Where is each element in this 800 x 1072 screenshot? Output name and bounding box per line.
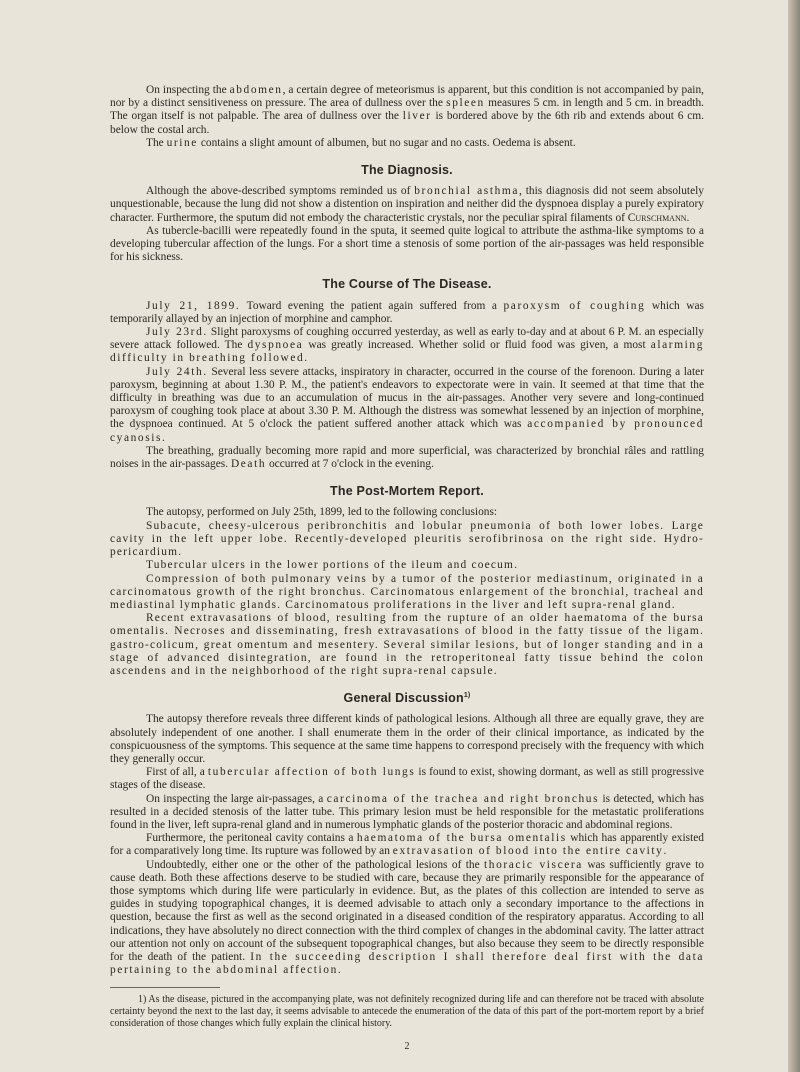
finding-ulcers: Tubercular ulcers in the lower portions of the ileum and coecum. [146,559,519,572]
text: which was temporarily allayed by an injection of morphine and camphor. [110,299,704,325]
text: Slight paroxysms of coughing occurred yesterday, as well as early to-day and at about 6 P. M. an especially severe attack followed. The [110,326,704,352]
heading-general-discussion [110,692,704,705]
text: On inspecting the [146,84,230,96]
spaced-term: bronchial asthma [414,185,520,198]
text: . [663,845,667,858]
heading-course-of-disease: The Course of The Disease. [322,277,492,292]
paragraph-urine [110,137,704,150]
text: First of all, a [146,766,208,779]
footnote-divider [110,987,220,988]
paragraph-course-july-21 [110,300,704,326]
text: , this diagnosis did not seem absolutely unquestionable, because the lung did not show a distention on inspiration and neither did the dyspnoea display a purely expiratory character. Furthermore, the sputum did not embody the characteristic crystals, nor the peculiar spiral filaments of [110,185,704,224]
text: measures 5 cm. in length and 5 cm. in breadth. The organ itself is not palpable. The area of dullness over the [110,97,704,123]
spaced-term: spleen [446,97,485,110]
finding-extravasations: Recent extravasations of blood, resulting from the rupture of an older haematoma of the bursa omentalis. Necroses and disseminating, fresh extravasations of blood in the fatty tissue of the ligam. gastro-colicum, great omentum and mesentery. Several similar lesions, but of longer standing and in a stage of advanced disintegration, are found in the retroperitoneal fatty tissue behind the colon ascendens and in the neighborhood of the right supra-renal capsule. [110,612,704,677]
text: Although the above-described symptoms reminded us of [146,185,415,198]
spaced-term: extravasation of blood into the entire cavity [392,845,664,858]
spaced-term: abdomen [229,84,283,96]
paragraph-autopsy-intro: The autopsy, performed on July 25th, 1899, led to the following conclusions: [146,506,498,519]
text: is detected, which has resulted in a decided stenosis of the latter tube. This primary lesion must be held responsible for the metastatic proliferations found in the liver, left supra-renal gland and in numerous lymphatic glands of the posterior thoracic and abdominal regions. [110,792,704,831]
paragraph-diagnosis-1 [110,185,704,225]
heading-diagnosis: The Diagnosis. [361,163,453,178]
text: The breathing, gradually becoming more rapid and more superficial, was characterized by bronchial râles and rattling noises in the air-passages. [110,444,704,471]
text: The [146,136,167,149]
spaced-term: haematoma of the bursa omentalis [356,832,567,845]
date: July 24th. [146,365,208,378]
author-name: Curschmann [627,211,687,224]
text: Undoubtedly, either one or the other of the pathological lesions of the [146,858,485,871]
paragraph-course-july-23 [110,326,704,366]
text: is found to exist, showing dormant, as well as still progressive stages of the disease. [110,766,704,792]
finding-lungs: Subacute, cheesy-ulcerous peribronchitis and lobular pneumonia of both lower lobes. Large cavity in the left upper lobe. Recently-developed pleuritis serofibrinosa on the right side. Hydro-pericardium. [110,519,704,559]
paragraph-abdomen [110,84,704,137]
spaced-term: urine [166,136,198,149]
heading-post-mortem: The Post-Mortem Report. [330,484,484,499]
paragraph-diagnosis-2: As tubercle-bacilli were repeatedly found in the sputa, it seemed quite logical to attribute the asthma-like symptoms to a developing tubercular affection of the lungs. For a short time a stenosis of some portion of the air-passages was held responsible for his sickness. [110,224,704,264]
paragraph-general-1: The autopsy therefore reveals three different kinds of pathological lesions. Although all three are equally grave, they are absolutely independent of one another. I shall enumerate them in the order of their clinical importance, as indicated by the conspicuousness of the symptoms. This sequence at the same time happens to correspond precisely with the frequency with which they generally occur. [110,713,704,765]
text: Furthermore, the peritoneal cavity contains a [146,832,357,845]
paragraph-general-3 [110,793,704,833]
page-edge-shadow [788,0,800,1072]
text: . [304,352,308,365]
text: is bordered above by the 6th rib and extends about 6 cm. below the costal arch. [110,110,704,136]
text: contains a slight amount of albumen, but no sugar and no casts. Oedema is absent. [197,136,576,149]
text: occurred at 7 o'clock in the evening. [266,458,434,471]
text: which has apparently existed for a comparatively long time. Its rupture was followed by an [110,832,704,858]
text: . [686,211,690,224]
post-mortem-findings [110,520,704,678]
footnote-text: 1) As the disease, pictured in the accompanying plate, was not definitely recognized during life and can therefore not be traced with absolute certainty beyond the next to the last day, it seems advisable to antecede the enumeration of the data of this part of the port-mortem report by a brief consideration of those changes which fully explain the clinical history. [110,994,704,1030]
spaced-term: tubercular affection of both lungs [207,766,416,779]
spaced-term: In the succeeding description I shall therefore deal first with the data pertaining to the abdominal affection [110,950,704,977]
heading-text: General Discussion [343,691,464,706]
spaced-term: thoracic viscera [484,858,583,871]
text: Several less severe attacks, inspiratory in character, occurred in the course of the forenoon. During a later paroxysm, beginning at about 1.30 P. M., the patient's endeavors to expectorate were in vain. It seemed at that time that the difficulty in breathing was due to an accumulation of mucus in the air-passages. Another very severe and long-continued paroxysm of coughing took place at about 3.30 P. M. Although the distress was somewhat lessened by an injection of morphine, the dyspnoea continued. At 5 o'clock the patient suffered another attack which was [110,365,705,431]
spaced-term: paroxysm of coughing [503,299,646,312]
paragraph-course-july-24 [110,366,704,445]
text: was sufficiently grave to cause death. Both these affections deserve to be studied with care, because they are primarily responsible for the appearance of those symptoms which during life were particularly in evidence. But, as the plates of this collection are intended to serve as guides in studying topographical changes, it is deemed advisable to attach only a secondary importance to the affections in question, because the first as well as the second originated in a diseased condition of the respiratory apparatus. According to all indications, they have absolutely no direct connection with the third complex of changes in the abdominal cavity. The latter attract our attention not only on account of the subsequent topographical changes, but also because they seem to be directly responsible for the death of the patient. [110,858,704,963]
paragraph-general-2 [110,766,704,792]
text: , a certain degree of meteorismus is apparent, but this condition is not accompanied by pain, nor by a distinct sensitiveness on pressure. The area of dullness over the [110,84,705,110]
finding-compression: Compression of both pulmonary veins by a tumor of the posterior mediastinum, originated in a carcinomatous growth of the right bronchus. Carcinomatous enlargement of the bronchial, tracheal and mediastinal lymphatic glands. Carcinomatous proliferations in the liver and left supra-renal gland. [110,572,704,611]
paragraph-general-5 [110,859,704,978]
footnote [110,994,704,1030]
paragraph-course-death [110,445,704,471]
document-page [110,84,704,1054]
spaced-term: alarming difficulty in breathing followed [110,339,705,365]
text: On inspecting the large air-passages, a [146,792,327,805]
spaced-term: liver [402,110,432,123]
spaced-term: carcinoma of the trachea and right bronchus [326,792,600,805]
page-number: 2 [404,1041,410,1053]
date: July 23rd. [146,326,208,339]
date: July 21, 1899. [146,299,241,312]
text: Toward evening the patient again suffered from a [240,299,504,312]
footnote-marker: 1) [463,691,471,699]
text: was greatly increased. Whether solid or fluid food was given, a most [303,339,651,352]
paragraph-general-4 [110,832,704,858]
spaced-term: accompanied by pronounced cyanosis [110,418,704,444]
spaced-term: dyspnoea [247,339,304,352]
text: . [162,431,165,444]
spaced-term: Death [230,458,267,471]
text: . [337,964,341,977]
